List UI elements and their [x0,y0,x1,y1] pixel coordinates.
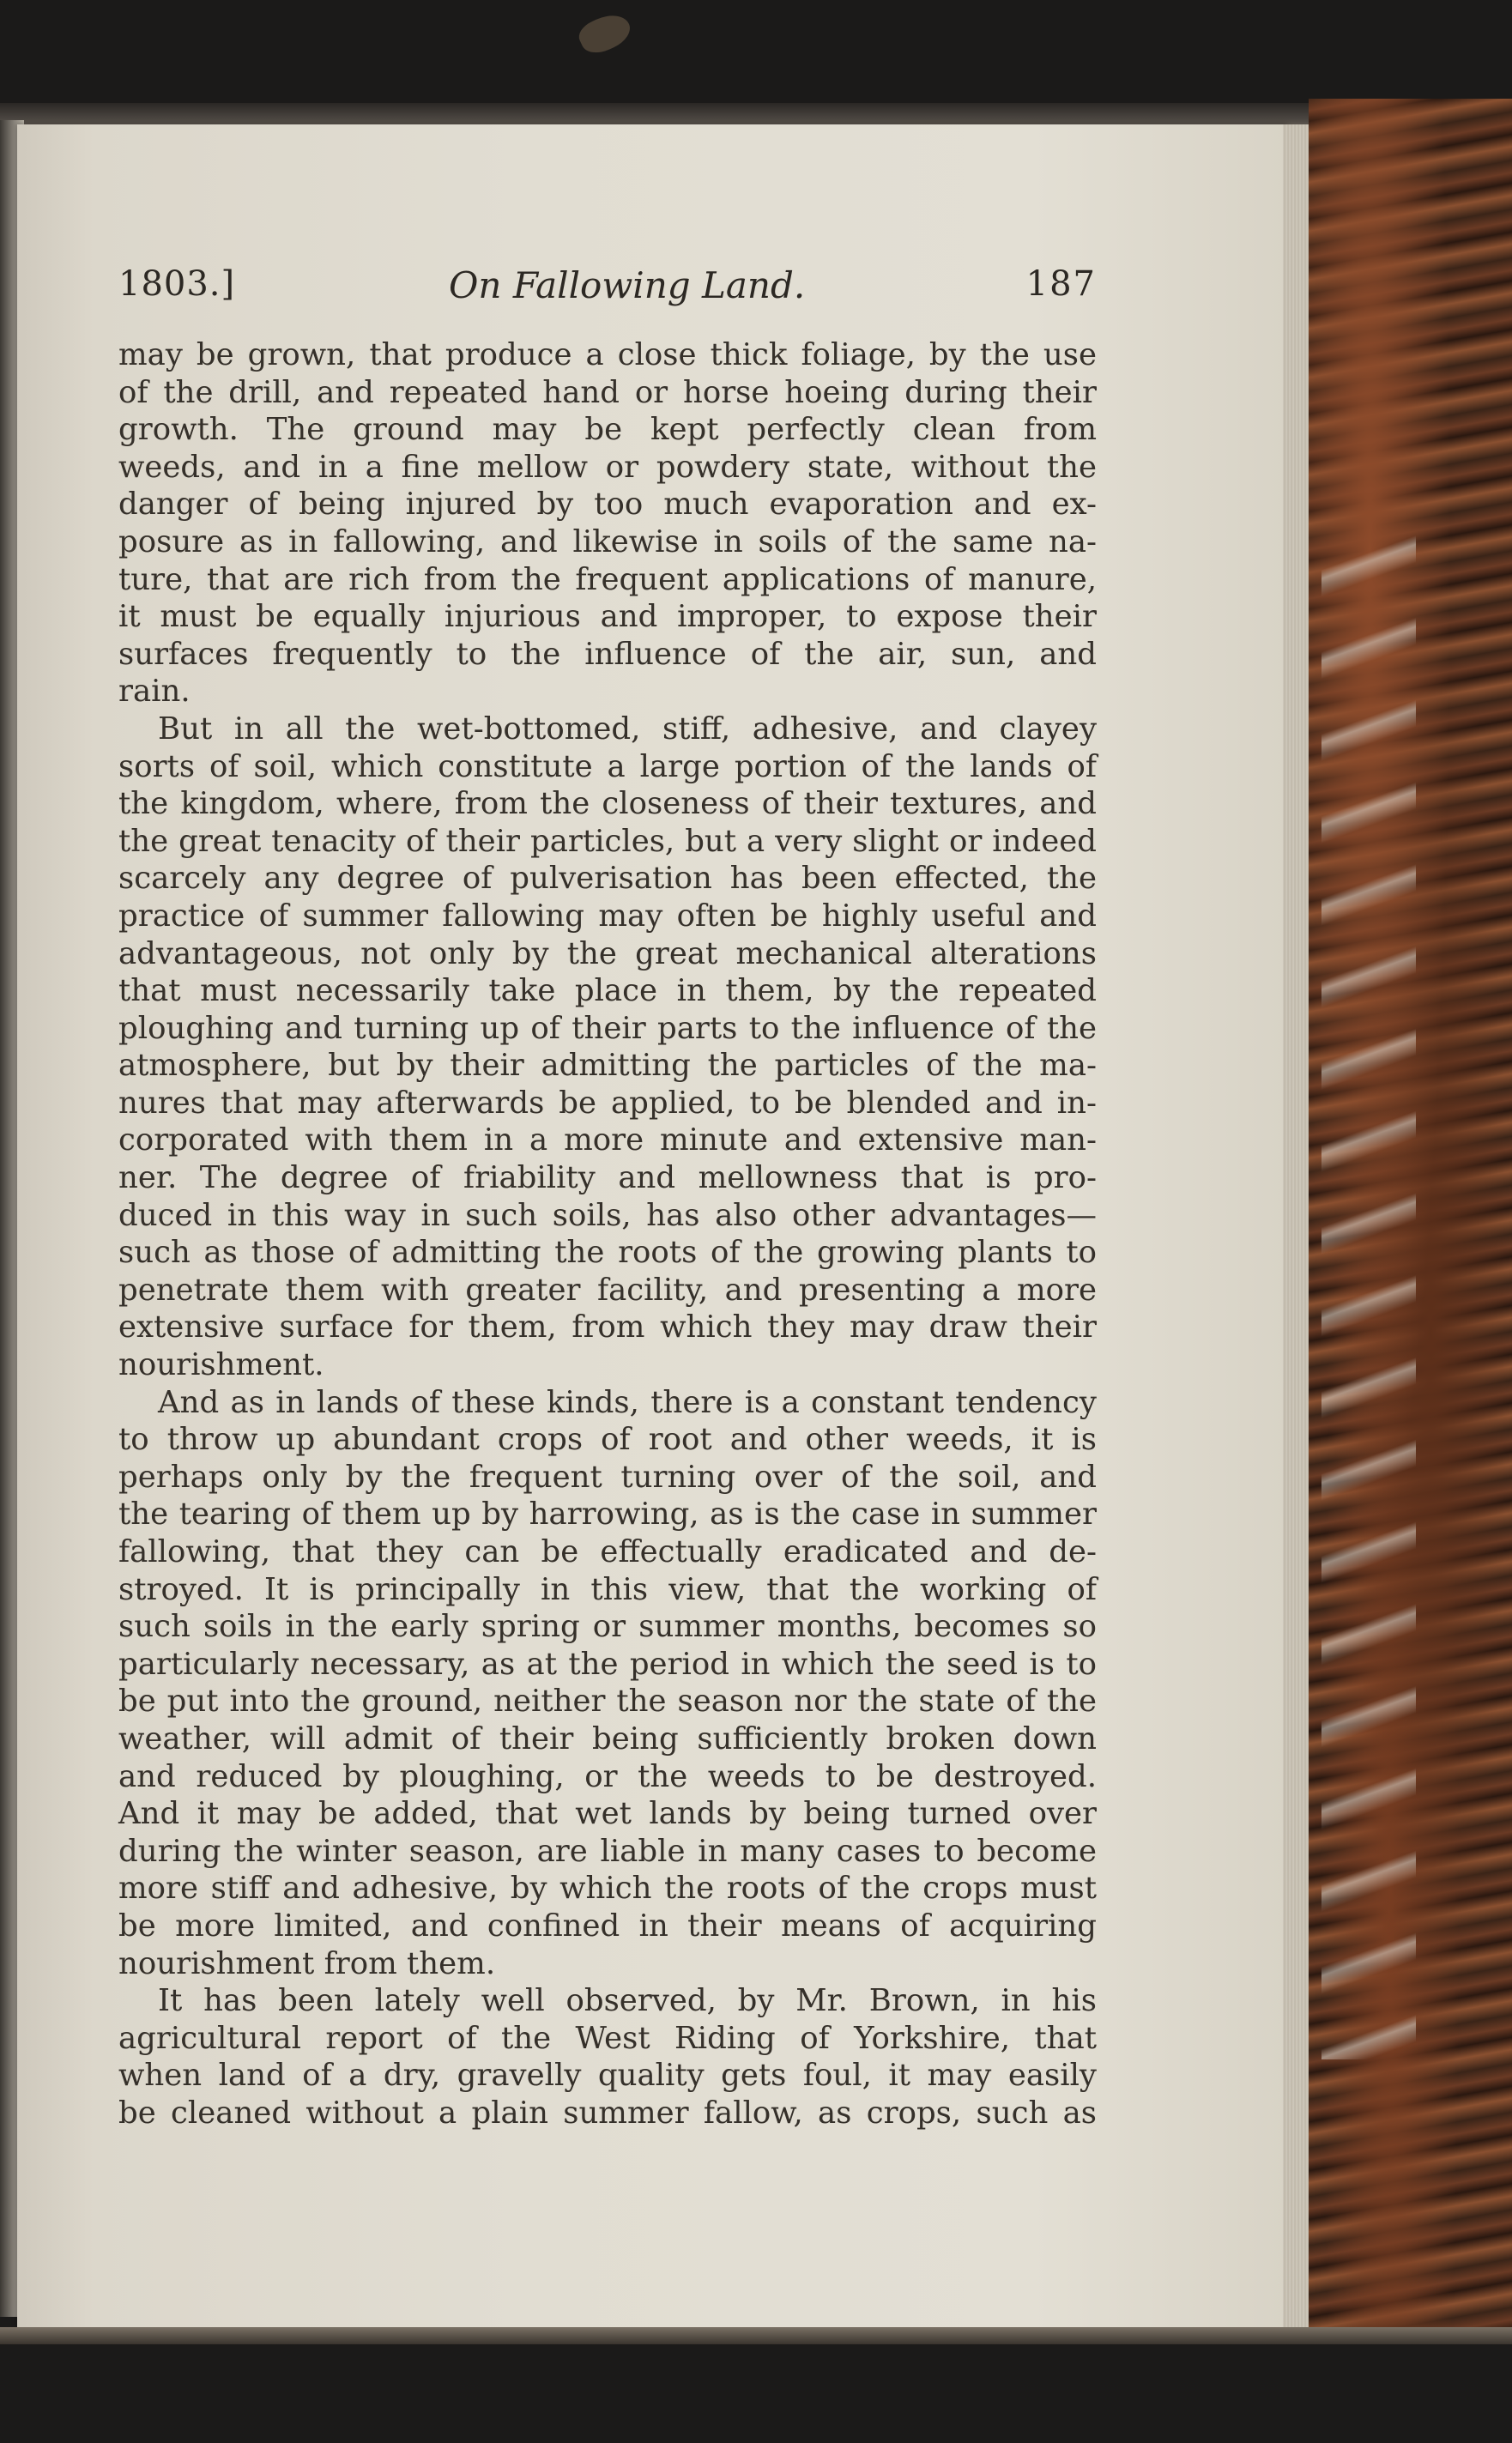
text-line: It has been lately well observed, by Mr. Brown, in his [158,1983,1097,2019]
text-line: rain. [118,674,191,710]
text-line: weeds, and in a fine mellow or powdery state, without the [118,449,1097,485]
text-line: such soils in the early spring or summer months, becomes so [118,1609,1097,1645]
text-line: And it may be added, that wet lands by being turned over [118,1796,1097,1832]
text-line: sorts of soil, which constitute a large portion of the lands of [118,748,1097,784]
running-header [118,264,1097,316]
header-year: 1803.] [118,264,236,304]
text-line: scarcely any degree of pulverisation has been effected, the [118,861,1097,897]
text-line: growth. The ground may be kept perfectly clean from [118,412,1097,448]
thumb-mark [575,8,635,59]
text-line: of the drill, and repeated hand or horse hoeing during their [118,374,1097,410]
cover-marbling [1321,515,1416,2059]
text-line: But in all the wet-bottomed, stiff, adhesive, and clayey [158,711,1097,747]
text-line: duced in this way in such soils, has also other advantages— [118,1197,1097,1233]
page-stack-edge [1283,124,1309,2330]
text-line: ner. The degree of friability and mellowness that is pro- [118,1160,1097,1196]
text-line: danger of being injured by too much evaporation and ex- [118,487,1097,523]
text-line: practice of summer fallowing may often be highly useful and [118,898,1097,934]
text-line: surfaces frequently to the influence of the air, sun, and [118,636,1097,672]
text-line: extensive surface for them, from which they may draw their [118,1309,1097,1345]
text-line: that must necessarily take place in them, by the repeated [118,973,1097,1009]
text-line: ture, that are rich from the frequent applications of manure, [118,561,1097,597]
header-title: On Fallowing Land. [449,264,806,306]
text-line: may be grown, that produce a close thick foliage, by the use [118,337,1097,372]
text-line: nourishment from them. [118,1945,496,1981]
text-line: be cleaned without a plain summer fallow, as crops, such as [118,2095,1097,2131]
text-line: agricultural report of the West Riding of Yorkshire, that [118,2020,1097,2056]
text-line: posure as in fallowing, and likewise in soils of the same na- [118,523,1097,559]
text-line: fallowing, that they can be effectually eradicated and de- [118,1534,1097,1569]
text-line: penetrate them with greater facility, and presenting a more [118,1272,1097,1308]
text-line: during the winter season, are liable in many cases to become [118,1833,1097,1869]
text-line: such as those of admitting the roots of the growing plants to [118,1235,1097,1271]
text-line: be put into the ground, neither the season nor the state of the [118,1684,1097,1720]
text-line: And as in lands of these kinds, there is a constant tendency [158,1384,1097,1420]
text-line: more stiff and adhesive, by which the roots of the crops must [118,1871,1097,1907]
text-line: corporated with them in a more minute and extensive man- [118,1122,1097,1158]
text-line: ploughing and turning up of their parts to the influence of the [118,1010,1097,1046]
text-line: weather, will admit of their being sufficiently broken down [118,1720,1097,1757]
text-line: particularly necessary, as at the period in which the seed is to [118,1646,1097,1682]
text-line: and reduced by ploughing, or the weeds to be destroyed. [118,1758,1097,1794]
text-line: it must be equally injurious and improper, to expose their [118,599,1097,635]
text-line: the great tenacity of their particles, but a very slight or indeed [118,823,1097,859]
text-line: nures that may afterwards be applied, to be blended and in- [118,1085,1097,1121]
text-line: the kingdom, where, from the closeness of their textures, and [118,786,1097,822]
text-line: perhaps only by the frequent turning over of the soil, and [118,1459,1097,1495]
text-line: to throw up abundant crops of root and other weeds, it is [118,1422,1097,1458]
page-number: 187 [1025,264,1097,304]
text-line: atmosphere, but by their admitting the particles of the ma- [118,1048,1097,1084]
text-line: when land of a dry, gravelly quality gets foul, it may easily [118,2058,1097,2094]
page-bottom-edge [0,2327,1512,2344]
text-line: stroyed. It is principally in this view, that the working of [118,1571,1097,1607]
text-line: advantageous, not only by the great mechanical alterations [118,935,1097,971]
text-line: the tearing of them up by harrowing, as is the case in summer [118,1497,1097,1533]
text-line: be more limited, and confined in their means of acquiring [118,1908,1097,1944]
page-body-text [118,336,1097,2132]
text-line: nourishment. [118,1347,324,1383]
